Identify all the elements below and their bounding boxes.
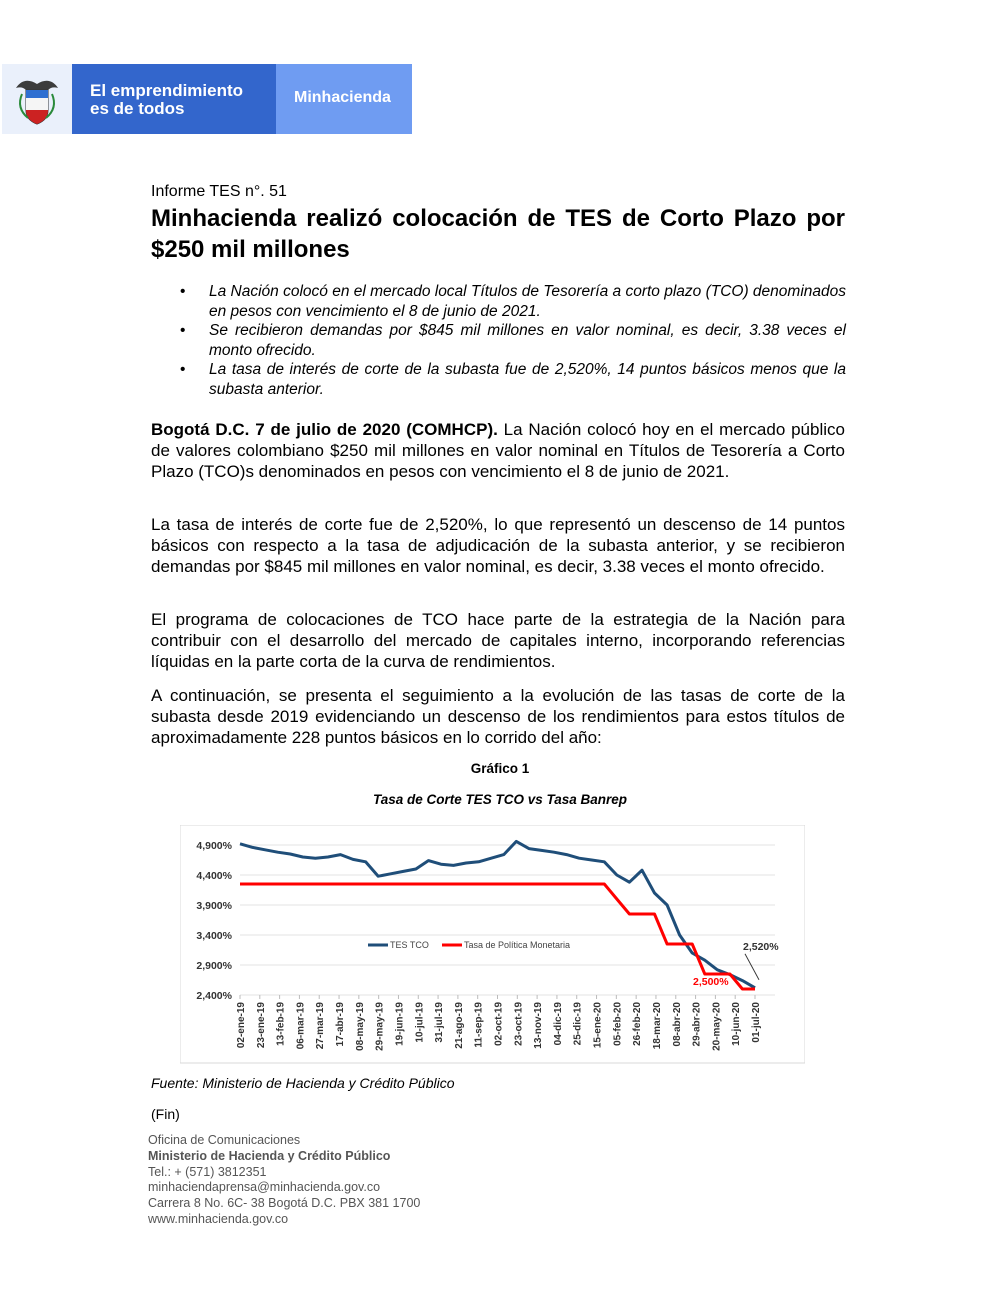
bullet-icon: • bbox=[180, 361, 186, 378]
summary-bullets bbox=[180, 282, 846, 399]
x-tick-label: 08-abr-20 bbox=[671, 1002, 683, 1047]
x-tick-label: 08-may-19 bbox=[354, 1002, 366, 1051]
y-tick-label: 2,400% bbox=[196, 990, 232, 1002]
chart-title: Tasa de Corte TES TCO vs Tasa Banrep bbox=[372, 792, 628, 807]
slogan-box bbox=[72, 64, 276, 134]
dateline: Bogotá D.C. 7 de julio de 2020 (COMHCP). bbox=[151, 420, 498, 439]
x-tick-label: 29-may-19 bbox=[374, 1002, 386, 1051]
slogan-line-1: El emprendimiento bbox=[90, 81, 244, 100]
colombia-coat-of-arms-icon bbox=[2, 64, 72, 134]
footer-ministry: Ministerio de Hacienda y Crédito Público bbox=[148, 1148, 391, 1163]
x-tick-label: 17-abr-19 bbox=[335, 1002, 347, 1047]
x-tick-label: 04-dic-19 bbox=[552, 1002, 564, 1046]
x-tick-label: 02-oct-19 bbox=[493, 1002, 505, 1046]
legend-entry: Tasa de Política Monetaria bbox=[464, 940, 571, 950]
slogan bbox=[90, 82, 243, 118]
x-tick-label: 31-jul-19 bbox=[434, 1002, 446, 1043]
footer-phone: Tel.: + (571) 3812351 bbox=[148, 1164, 267, 1179]
page-title: Minhacienda realizó colocación de TES de Corto Plazo por $250 mil millones bbox=[151, 205, 845, 263]
crest-box bbox=[2, 64, 72, 134]
x-tick-label: 19-jun-19 bbox=[394, 1002, 406, 1046]
chart-caption: Gráfico 1 bbox=[470, 761, 530, 776]
x-tick-label: 13-feb-19 bbox=[275, 1002, 287, 1046]
y-tick-label: 3,400% bbox=[196, 930, 232, 942]
x-tick-label: 10-jul-19 bbox=[414, 1002, 426, 1043]
list-item bbox=[180, 321, 846, 360]
y-tick-label: 4,400% bbox=[196, 870, 232, 882]
footer-contact bbox=[148, 1133, 420, 1228]
footer-email[interactable]: minhaciendaprensa@minhacienda.gov.co bbox=[148, 1180, 381, 1195]
x-tick-label: 23-oct-19 bbox=[513, 1002, 525, 1046]
x-tick-label: 10-jun-20 bbox=[731, 1002, 743, 1046]
paragraph-2: La tasa de interés de corte fue de 2,520%, lo que representó un descenso de 14 puntos básicos con respecto a la tasa de adjudicación de la subasta anterior, y se recibieron demandas por $845 mil millones en valor nominal, es decir, 3.38 veces el monto ofrecido. bbox=[151, 515, 845, 576]
x-tick-label: 27-mar-19 bbox=[315, 1002, 327, 1050]
brand-name: Minhacienda bbox=[294, 89, 391, 106]
footer-office: Oficina de Comunicaciones bbox=[148, 1133, 301, 1147]
bullet-text: La tasa de interés de corte de la subasta fue de 2,520%, 14 puntos básicos menos que la subasta anterior. bbox=[209, 361, 846, 398]
paragraph-1 bbox=[151, 419, 845, 482]
bullet-text: La Nación colocó en el mercado local Títulos de Tesorería a corto plazo (TCO) denominados en pesos con vencimiento el 8 de junio de 2021. bbox=[209, 283, 846, 320]
slogan-line-2: es de todos bbox=[90, 99, 185, 118]
x-tick-label: 06-mar-19 bbox=[295, 1002, 307, 1050]
x-tick-label: 05-feb-20 bbox=[612, 1002, 624, 1046]
x-tick-label: 01-jul-20 bbox=[751, 1002, 762, 1043]
x-tick-label: 25-dic-19 bbox=[572, 1002, 584, 1046]
rates-line-chart bbox=[180, 825, 805, 1065]
x-tick-label: 26-feb-20 bbox=[632, 1002, 644, 1046]
paragraph-3: El programa de colocaciones de TCO hace parte de la estrategia de la Nación para contribuir con el desarrollo del mercado de capitales interno, incorporando referencias líquidas en la parte corta de la curva de rendimientos. bbox=[151, 610, 845, 671]
y-tick-label: 2,900% bbox=[196, 960, 232, 972]
x-tick-label: 21-ago-19 bbox=[453, 1002, 465, 1049]
footer-address: Carrera 8 No. 6C- 38 Bogotá D.C. PBX 381 1700 bbox=[148, 1196, 421, 1211]
annotation-label: 2,520% bbox=[743, 940, 779, 953]
bullet-icon: • bbox=[180, 283, 186, 300]
footer-website[interactable]: www.minhacienda.gov.co bbox=[148, 1211, 289, 1226]
paragraph-4: A continuación, se presenta el seguimiento a la evolución de las tasas de corte de la subasta desde 2019 evidenciando un descenso de los rendimientos para estos títulos de aproximadamente 228 puntos básicos en lo corrido del año: bbox=[151, 686, 845, 747]
brand-box bbox=[276, 64, 412, 134]
legend-entry: TES TCO bbox=[390, 940, 429, 950]
end-mark: (Fin) bbox=[151, 1106, 180, 1122]
header-banner bbox=[2, 64, 412, 134]
list-item bbox=[180, 282, 846, 321]
x-tick-label: 11-sep-19 bbox=[473, 1002, 485, 1048]
x-tick-label: 18-mar-20 bbox=[651, 1002, 663, 1050]
y-tick-label: 3,900% bbox=[196, 900, 232, 912]
x-tick-label: 23-ene-19 bbox=[255, 1002, 267, 1049]
y-tick-label: 4,900% bbox=[196, 840, 232, 852]
x-tick-label: 13-nov-19 bbox=[533, 1002, 545, 1049]
list-item bbox=[180, 360, 846, 399]
x-tick-label: 02-ene-19 bbox=[236, 1002, 247, 1049]
bullet-text: Se recibieron demandas por $845 mil millones en valor nominal, es decir, 3.38 veces el monto ofrecido. bbox=[209, 322, 846, 359]
x-tick-label: 29-abr-20 bbox=[691, 1002, 703, 1047]
x-tick-label: 20-may-20 bbox=[711, 1002, 723, 1051]
x-tick-label: 15-ene-20 bbox=[592, 1002, 604, 1049]
annotation-label: 2,500% bbox=[693, 976, 729, 988]
paragraph-1-text: La Nación colocó hoy en el mercado público de valores colombiano $250 mil millones en valor nominal en Títulos de Tesorería a Corto Plazo (TCO)s denominados en pesos con vencimiento el 8 de junio de 2021. bbox=[151, 420, 845, 481]
source-note: Fuente: Ministerio de Hacienda y Crédito Público bbox=[151, 1075, 455, 1091]
report-number: Informe TES n°. 51 bbox=[151, 183, 287, 200]
bullet-icon: • bbox=[180, 322, 186, 339]
